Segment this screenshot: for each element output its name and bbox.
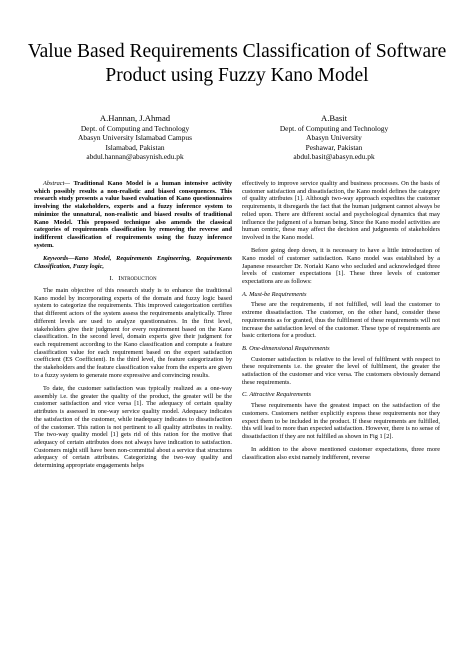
author-name: A.Hannan, J.Ahmad <box>99 113 171 123</box>
body-paragraph: These requirements have the greatest impact on the satisfaction of the customers. Customers neither explicitly express these requirements nor they expect them to be included in the product. If these requirements are fulfilled, this will lead to more than expected satisfaction. However, there is no sense of dissatisfaction if they are not fulfilled as shown in Fig 1 [2]. <box>242 402 440 440</box>
author-block-1 <box>46 113 224 162</box>
section-title: Introduction <box>118 275 157 283</box>
body-paragraph: effectively to improve service quality and business processes. On the basis of customer satisfaction and dissatisfaction, the Kano model defines the category of quality attributes [1]. Although two-way approach expedites the customer requirements, it disregards the fact that the human judgment cannot always be relied upon. There are different social and psychological dynamics that may influence the judgment of a human being. Since the Kano model activities are human centric, these may affect the decision and judgments of stakeholders involved in the Kano model. <box>242 180 440 241</box>
author-affiliation-line: Abasyn University Islamabad Campus <box>78 133 192 143</box>
paper-title <box>0 40 474 88</box>
author-affiliation-line: Islamabad, Pakistan <box>105 142 165 152</box>
subsection-heading: A. Must-be Requirements <box>242 290 307 298</box>
left-column <box>34 180 232 471</box>
paper-title-line-1: Value Based Requirements Classification of Software <box>27 41 447 62</box>
abstract-label: Abstract— <box>43 180 70 187</box>
subsection-heading: B. One-dimensional Requirements <box>242 344 330 352</box>
author-email: abdul.basit@abasyn.edu.pk <box>293 152 375 162</box>
author-name: A.Basit <box>320 113 348 123</box>
body-paragraph: Customer satisfaction is relative to the level of fulfilment with respect to these requirements i.e. the greater the level of fulfilment, the greater the satisfaction of the customer and vice versa. The customers obviously demand these requirements. <box>242 355 440 386</box>
abstract-text: Traditional Kano Model is a human intensive activity which possibly results a non-realistic and biased consequences. This research study presents a value based evaluation of Kano questionnaires involving the stakeholders, experts and a fuzzy inference system to minimize the unnatural, non-realistic and biased results of traditional Kano Model. This proposed technique also amends the classical categories of requirements classification by removing the reverse and indifferent classification of requirements using the fuzzy inference system. <box>34 180 232 249</box>
body-paragraph: These are the requirements, if not fulfilled, will lead the customer to extreme dissatisfaction. The customer, on the other hand, consider these requirements as for granted, thus the fulfilment of these requirements will not increase the satisfaction level of the customer. These type of requirements are basic criterions for a product. <box>242 301 440 340</box>
body-paragraph: In addition to the above mentioned customer expectations, three more classification also exist namely indifferent, reverse <box>242 446 440 461</box>
body-paragraph: To date, the customer satisfaction was typically realized as a one-way assembly i.e. the greater the quality of the product, the greater will be the customer satisfaction and vice versa [1]. The adequacy of certain quality attributes is assessed in one-way service quality model. Adequacy indicates the satisfaction of the customer, while inadequacy indicates to dissatisfaction of the customer. This ration is not pertinent to all quality attributes in reality. The two-way quality model [1] gets rid of this ration for the motive that adequacy of certain attributes does not always have indication to satisfaction. Customers might still have been non-committal about a service that structures adequacy of certain attributes. Categorizing the two-way quality and determining appropriate engagements helps <box>34 385 232 470</box>
author-affiliation-line: Dept. of Computing and Technology <box>279 124 389 133</box>
abstract <box>34 180 232 249</box>
subsection-heading: C. Attractive Requirements <box>242 391 312 399</box>
right-column <box>242 180 440 463</box>
body-paragraph: Before going deep down, it is necessary to have a little introduction of Kano model of customer satisfaction. Kano model was established by a Japanese researcher Dr. Noriaki Kano who secluded and acknowledged three levels of customer expectations [1]. These three levels of customer expectations are as follows: <box>242 247 440 286</box>
section-number: I. <box>109 275 114 283</box>
author-affiliation-line: Dept. of Computing and Technology <box>80 124 190 133</box>
keywords: Keywords—Kano Model, Requirements Engineering, Requirements Classification, Fuzzy logic, <box>34 254 232 270</box>
body-paragraph: The main objective of this research study is to enhance the traditional Kano model by incorporating experts of the domain and fuzzy logic based system to categorize the requirements. This improved categorization certifies that different actors of the system assess the requirements analytically. Three different levels are used to analyze questionnaires. In the first level, stakeholders give their judgment for every requirement based on the Kano classification. In the second level, domain experts give their judgment for each requirement according to the Kano classification and compute a feature classification value for each requirement based on the expert satisfaction coefficient (ES Coefficient). In the third level, the feature categorization by the stakeholders and the feature classification value from the experts are given to a fuzzy system to generate more expressive and convincing results. <box>34 287 232 379</box>
author-email: abdul.hannan@abasynish.edu.pk <box>86 152 184 162</box>
paper-title-line-2: Product using Fuzzy Kano Model <box>105 65 369 86</box>
section-heading-introduction <box>34 275 232 283</box>
author-block-2 <box>242 113 426 162</box>
author-affiliation-line: Peshawar, Pakistan <box>305 142 363 152</box>
author-affiliation-line: Abasyn University <box>306 133 362 143</box>
